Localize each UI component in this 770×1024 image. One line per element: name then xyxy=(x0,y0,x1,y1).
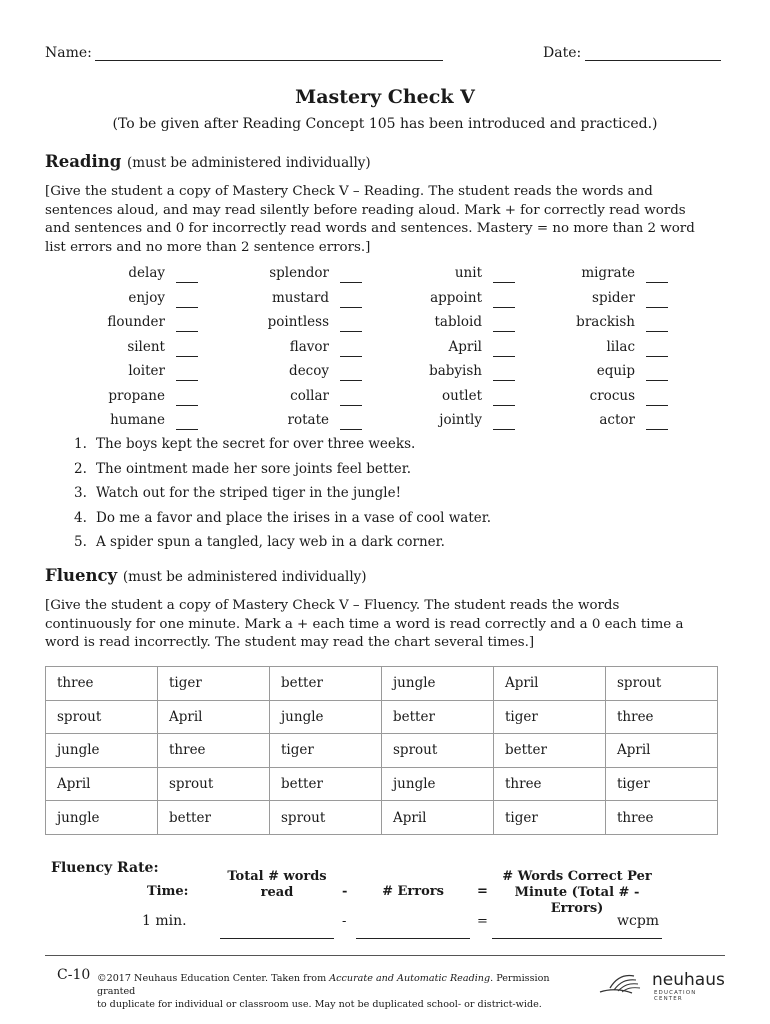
wcpm-label-line2: Minute (Total # - Errors) xyxy=(514,885,640,916)
grid-row xyxy=(46,801,718,835)
reading-word: mustard xyxy=(272,289,329,306)
grid-cell: three xyxy=(606,801,718,835)
page-code: C-10 xyxy=(57,967,91,983)
errors-field[interactable] xyxy=(356,938,470,939)
reading-word: delay xyxy=(128,265,165,281)
instruction-line: and sentences and 0 for incorrectly read words and sentences. Mastery = no more than 2 word xyxy=(45,221,695,237)
word-score-blank[interactable] xyxy=(340,331,362,332)
reading-word: pointless xyxy=(267,314,329,330)
sentence-text: The boys kept the secret for over three weeks. xyxy=(96,436,416,452)
instruction-line: sentences aloud, and may read silently before reading aloud. Mark + for correctly read words xyxy=(45,202,686,218)
grid-cell: sprout xyxy=(46,700,158,734)
word-score-blank[interactable] xyxy=(493,405,515,406)
reading-word: outlet xyxy=(442,387,482,404)
reading-word: appoint xyxy=(430,289,482,306)
sentence-text: Do me a favor and place the irises in a vase of cool water. xyxy=(96,509,492,526)
grid-cell: jungle xyxy=(46,801,158,835)
word-score-blank[interactable] xyxy=(176,307,198,308)
grid-cell: better xyxy=(270,767,382,801)
grid-row xyxy=(46,667,718,701)
instruction-line: list errors and no more than 2 sentence errors.] xyxy=(45,239,371,255)
reading-word: spider xyxy=(592,289,635,306)
logo-name: neuhaus xyxy=(652,970,725,990)
grid-cell: tiger xyxy=(494,700,606,734)
word-score-blank[interactable] xyxy=(493,380,515,381)
minus-sign: - xyxy=(342,884,348,899)
instruction-line: [Give the student a copy of Mastery Check V – Reading. The student reads the words and xyxy=(45,184,653,199)
word-score-blank[interactable] xyxy=(493,331,515,332)
grid-cell: jungle xyxy=(270,700,382,734)
word-score-blank[interactable] xyxy=(176,429,198,430)
wcpm-unit: wcpm xyxy=(617,913,660,929)
reading-word: April xyxy=(448,338,482,355)
word-score-blank[interactable] xyxy=(340,429,362,430)
grid-cell: April xyxy=(494,667,606,701)
minus-sign-row: - xyxy=(342,914,347,929)
word-score-blank[interactable] xyxy=(176,282,198,283)
grid-cell: April xyxy=(606,734,718,768)
fluency-heading-label: Fluency xyxy=(45,566,118,585)
grid-cell: tiger xyxy=(494,801,606,835)
grid-cell: sprout xyxy=(382,734,494,768)
reading-heading-label: Reading xyxy=(45,152,122,171)
name-label: Name: xyxy=(45,45,92,61)
reading-word: decoy xyxy=(289,363,329,379)
total-words-label-line2: read xyxy=(260,885,294,900)
equals-sign: = xyxy=(477,884,488,899)
word-score-blank[interactable] xyxy=(340,405,362,406)
total-words-label-line1: Total # words xyxy=(227,869,327,884)
sentence-text: Watch out for the striped tiger in the jungle! xyxy=(96,485,401,501)
grid-row xyxy=(46,700,718,734)
grid-cell: tiger xyxy=(606,767,718,801)
source-title: Accurate and Automatic Reading. xyxy=(329,973,494,984)
equals-sign-row: = xyxy=(477,914,488,929)
word-score-blank[interactable] xyxy=(646,356,668,357)
sentence-number: 3. xyxy=(74,485,87,501)
reading-word: loiter xyxy=(128,363,165,379)
copyright-line1-a: ©2017 Neuhaus Education Center. Taken from xyxy=(97,973,330,984)
reading-word: humane xyxy=(110,412,165,428)
reading-word: splendor xyxy=(269,265,329,281)
date-field[interactable] xyxy=(585,60,721,61)
word-score-blank[interactable] xyxy=(646,307,668,308)
word-score-blank[interactable] xyxy=(646,282,668,283)
copyright-line1-c: Permission granted xyxy=(97,973,550,997)
reading-heading-note: (must be administered individually) xyxy=(127,155,371,171)
reading-word: collar xyxy=(290,387,329,404)
reading-word: babyish xyxy=(429,363,482,379)
word-score-blank[interactable] xyxy=(493,429,515,430)
reading-word: flavor xyxy=(289,338,329,355)
time-value: 1 min. xyxy=(142,913,187,929)
reading-word: crocus xyxy=(589,387,635,404)
grid-cell: better xyxy=(270,667,382,701)
wcpm-field[interactable] xyxy=(492,938,662,939)
grid-cell: tiger xyxy=(158,667,270,701)
name-field[interactable] xyxy=(95,60,443,61)
word-score-blank[interactable] xyxy=(493,282,515,283)
reading-word: propane xyxy=(108,387,165,404)
fluency-heading-note: (must be administered individually) xyxy=(122,569,367,585)
grid-cell: jungle xyxy=(382,767,494,801)
reading-word: migrate xyxy=(581,265,635,281)
reading-word: actor xyxy=(599,412,635,428)
fluency-rate-label: Fluency Rate: xyxy=(51,860,159,876)
neuhaus-logo xyxy=(598,966,728,1000)
grid-cell: three xyxy=(606,700,718,734)
word-score-blank[interactable] xyxy=(646,331,668,332)
reading-word: lilac xyxy=(606,338,635,355)
reading-word: rotate xyxy=(287,412,329,428)
word-score-blank[interactable] xyxy=(646,405,668,406)
grid-cell: April xyxy=(46,767,158,801)
copyright-notice xyxy=(97,972,587,1011)
reading-word: tabloid xyxy=(434,314,482,330)
word-score-blank[interactable] xyxy=(176,405,198,406)
sentence-number: 4. xyxy=(74,509,87,526)
grid-row xyxy=(46,767,718,801)
grid-cell: three xyxy=(46,667,158,701)
fluency-heading xyxy=(45,566,367,585)
time-label: Time: xyxy=(147,884,189,899)
grid-cell: three xyxy=(494,767,606,801)
grid-cell: sprout xyxy=(158,767,270,801)
logo-subtitle: EDUCATION CENTER xyxy=(654,990,697,1002)
word-score-blank[interactable] xyxy=(340,282,362,283)
word-score-blank[interactable] xyxy=(176,331,198,332)
wcpm-label-line1: # Words Correct Per xyxy=(502,869,652,884)
instruction-line: continuously for one minute. Mark a + each time a word is read correctly and a 0 each time a xyxy=(45,616,684,632)
reading-word: jointly xyxy=(439,412,482,428)
wcpm-label xyxy=(492,869,662,917)
grid-row xyxy=(46,734,718,768)
grid-cell: three xyxy=(158,734,270,768)
instruction-line: [Give the student a copy of Mastery Check V – Fluency. The student reads the words xyxy=(45,598,620,613)
sentence-number: 5. xyxy=(74,534,87,550)
errors-label: # Errors xyxy=(382,884,444,899)
reading-word: equip xyxy=(596,363,635,379)
word-score-blank[interactable] xyxy=(493,307,515,308)
word-score-blank[interactable] xyxy=(340,356,362,357)
reading-instructions xyxy=(45,183,735,257)
word-score-blank[interactable] xyxy=(493,356,515,357)
page-title: Mastery Check V xyxy=(295,86,475,108)
sentence-number: 1. xyxy=(74,436,87,452)
reading-word: unit xyxy=(454,265,482,281)
fluency-instructions xyxy=(45,597,735,653)
word-score-blank[interactable] xyxy=(176,356,198,357)
open-book-icon xyxy=(598,968,654,998)
copyright-line2: to duplicate for individual or classroom use. May not be duplicated school- or district-wide. xyxy=(97,999,542,1010)
word-score-blank[interactable] xyxy=(176,380,198,381)
reading-word: silent xyxy=(127,338,165,355)
grid-cell: sprout xyxy=(606,667,718,701)
word-score-blank[interactable] xyxy=(340,380,362,381)
grid-cell: better xyxy=(158,801,270,835)
grid-cell: better xyxy=(494,734,606,768)
grid-cell: jungle xyxy=(382,667,494,701)
word-score-blank[interactable] xyxy=(646,380,668,381)
fluency-word-grid xyxy=(45,666,718,835)
grid-cell: April xyxy=(382,801,494,835)
reading-word: enjoy xyxy=(128,289,165,306)
reading-word: flounder xyxy=(107,314,165,330)
reading-heading xyxy=(45,152,371,171)
instruction-line: word is read incorrectly. The student may read the chart several times.] xyxy=(45,635,535,651)
total-words-label xyxy=(220,869,334,901)
grid-cell: jungle xyxy=(46,734,158,768)
sentence-text: A spider spun a tangled, lacy web in a dark corner. xyxy=(96,534,445,550)
footer-divider xyxy=(45,955,725,956)
copyright-line1 xyxy=(97,972,587,998)
reading-word: brackish xyxy=(576,314,635,330)
grid-cell: sprout xyxy=(270,801,382,835)
word-score-blank[interactable] xyxy=(340,307,362,308)
date-label: Date: xyxy=(543,45,582,61)
grid-cell: tiger xyxy=(270,734,382,768)
page-subtitle: (To be given after Reading Concept 105 has been introduced and practiced.) xyxy=(112,116,658,132)
grid-cell: April xyxy=(158,700,270,734)
sentence-text: The ointment made her sore joints feel better. xyxy=(96,460,412,477)
sentence-number: 2. xyxy=(74,460,87,477)
word-score-blank[interactable] xyxy=(646,429,668,430)
grid-cell: better xyxy=(382,700,494,734)
total-words-field[interactable] xyxy=(220,938,334,939)
